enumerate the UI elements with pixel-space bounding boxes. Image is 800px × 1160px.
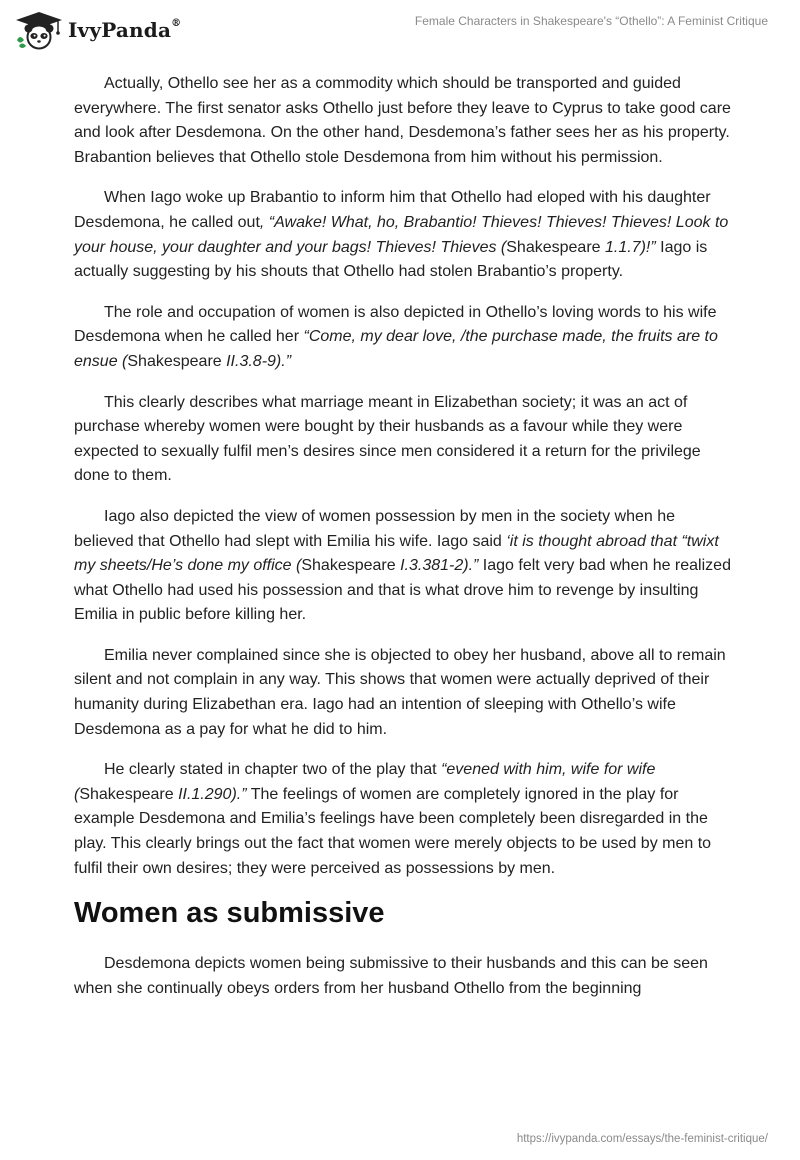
citation-author: Shakespeare	[79, 785, 179, 803]
quote-text: ‘it is thought abroad that “twixt my sheets/He’s done my office (	[74, 532, 719, 575]
citation-author: Shakespeare	[127, 352, 227, 370]
paragraph-5-text-end: Iago felt very bad when he realized what Othello had used his possession and that is what drove him to revenge by insulting Emilia in public before killing her.	[74, 557, 731, 624]
panda-graduate-icon	[14, 10, 64, 50]
section-heading: Women as submissive	[74, 897, 385, 930]
citation-ref: II.1.290).”	[178, 785, 247, 803]
citation-author: Shakespeare	[506, 238, 605, 256]
document-title: Female Characters in Shakespeare's “Othello”: A Feminist Critique	[414, 14, 768, 28]
citation-ref: II.3.8-9).”	[226, 352, 292, 370]
paragraph-2	[74, 186, 734, 284]
citation-ref: 1.1.7)!”	[604, 238, 656, 256]
logo-text: IvyPanda®	[68, 18, 182, 42]
paragraph-7-text: He clearly stated in chapter two of the play that	[104, 761, 442, 779]
citation-ref: I.3.381-2).”	[400, 557, 479, 575]
quote-text: , “Awake! What, ho, Brabantio! Thieves! Thieves! Thieves! Look to your house, your daughter and your bags! Thieves! Thieves (	[74, 213, 729, 256]
paragraph-6: Emilia never complained since she is objected to obey her husband, above all to remain silent and not complain in any way. This shows that women were actually deprived of their humanity during Elizabethan era. Iago had an intention of sleeping with Othello’s wife Desdemona as a pay for what he did to him.	[74, 646, 726, 738]
ivypanda-logo[interactable]	[14, 10, 181, 50]
paragraph-5	[74, 505, 734, 628]
paragraph-1: Actually, Othello see her as a commodity which should be transported and guided everywhere. The first senator asks Othello just before they leave to Cyprus to take good care and look after Desdemona. On the other hand, Desdemona’s father sees her as his property. Brabantion believes that Othello stole Desdemona from him without his permission.	[74, 75, 731, 166]
source-url[interactable]: https://ivypanda.com/essays/the-feminist-critique/	[516, 1133, 768, 1145]
paragraph-3	[74, 301, 734, 375]
paragraph-4: This clearly describes what marriage meant in Elizabethan society; it was an act of purchase whereby women were bought by their husbands as a favour while they were expected to sexually fulfil men’s desires since men considered it a return for the privilege done to them.	[74, 393, 701, 485]
registered-mark: ®	[171, 18, 182, 30]
citation-author: Shakespeare	[301, 557, 401, 575]
quote-text: “evened with him, wife for wife (	[74, 761, 656, 803]
paragraph-7-text-end: The feelings of women are completely ignored in the play for example Desdemona and Emilia’s feelings have been completely been disregarded in the play. This clearly brings out the fact that women were merely objects to be used by men to fulfil their own desires; they were perceived as possessions by men.	[74, 785, 712, 877]
paragraph-5-text: Iago also depicted the view of women possession by men in the society when he believed that Othello had slept with Emilia his wife. Iago said	[74, 507, 675, 550]
paragraph-2-text: When Iago woke up Brabantio to inform him that Othello had eloped with his daughter Desdemona, he called out	[74, 189, 711, 231]
paragraph-8: Desdemona depicts women being submissive to their husbands and this can be seen when she continually obeys orders from her husband Othello from the beginning	[74, 955, 708, 997]
paragraph-7	[74, 758, 734, 881]
paragraph-2-text-end: Iago is actually suggesting by his shouts that Othello had stolen Brabantio’s property.	[74, 238, 708, 281]
essay-content	[74, 72, 734, 1017]
quote-text: “Come, my dear love, /the purchase made, the fruits are to ensue (	[74, 328, 718, 370]
paragraph-3-text: The role and occupation of women is also depicted in Othello’s loving words to his wife Desdemona when he called her	[74, 303, 717, 346]
page-header	[0, 0, 800, 60]
